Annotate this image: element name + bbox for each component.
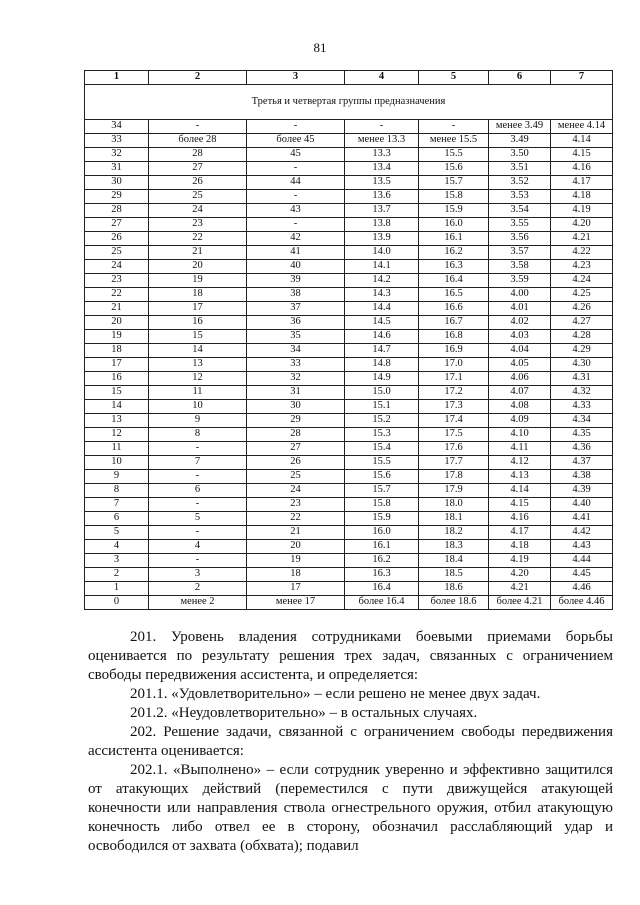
- table-row: [85, 232, 613, 246]
- table-cell: 16.3: [345, 568, 419, 582]
- table-cell: более 18.6: [419, 596, 489, 610]
- table-cell: 17: [149, 302, 247, 316]
- table-cell: -: [149, 120, 247, 134]
- table-row: [85, 260, 613, 274]
- table-cell: 4.21: [551, 232, 613, 246]
- table-cell: 4.46: [551, 582, 613, 596]
- table-cell: более 16.4: [345, 596, 419, 610]
- table-cell: 18: [247, 568, 345, 582]
- table-row: [85, 162, 613, 176]
- table-cell: 17.2: [419, 386, 489, 400]
- table-cell: 30: [85, 176, 149, 190]
- table-cell: 4.35: [551, 428, 613, 442]
- table-cell: 17.1: [419, 372, 489, 386]
- table-cell: менее 13.3: [345, 134, 419, 148]
- table-cell: 4.37: [551, 456, 613, 470]
- table-cell: 25: [85, 246, 149, 260]
- table-cell: 13.3: [345, 148, 419, 162]
- table-row: [85, 358, 613, 372]
- table-cell: 4.19: [551, 204, 613, 218]
- table-cell: 4: [85, 540, 149, 554]
- table-cell: 4.34: [551, 414, 613, 428]
- table-cell: 4.18: [551, 190, 613, 204]
- table-cell: 30: [247, 400, 345, 414]
- table-cell: 4.15: [489, 498, 551, 512]
- table-cell: 27: [85, 218, 149, 232]
- table-cell: 24: [149, 204, 247, 218]
- table-cell: 13.5: [345, 176, 419, 190]
- table-row: [85, 540, 613, 554]
- table-cell: 20: [247, 540, 345, 554]
- table-cell: 20: [149, 260, 247, 274]
- table-cell: 13: [149, 358, 247, 372]
- table-cell: 4.39: [551, 484, 613, 498]
- table-cell: 26: [149, 176, 247, 190]
- table-cell: 4.38: [551, 470, 613, 484]
- table-cell: 28: [247, 428, 345, 442]
- table-row: [85, 246, 613, 260]
- table-cell: 15.6: [419, 162, 489, 176]
- table-cell: 23: [149, 218, 247, 232]
- table-row: [85, 400, 613, 414]
- table-row: [85, 204, 613, 218]
- table-cell: 4.44: [551, 554, 613, 568]
- table-cell: 15.7: [419, 176, 489, 190]
- table-cell: 0: [85, 596, 149, 610]
- table-cell: 4.12: [489, 456, 551, 470]
- table-cell: 4.22: [551, 246, 613, 260]
- table-cell: 27: [149, 162, 247, 176]
- table-row: [85, 120, 613, 134]
- table-cell: 6: [149, 484, 247, 498]
- table-cell: -: [247, 218, 345, 232]
- table-cell: 18.6: [419, 582, 489, 596]
- table-cell: -: [149, 498, 247, 512]
- table-row: [85, 498, 613, 512]
- table-cell: 4.24: [551, 274, 613, 288]
- table-cell: 39: [247, 274, 345, 288]
- table-cell: 8: [149, 428, 247, 442]
- table-row: [85, 386, 613, 400]
- table-cell: 3.53: [489, 190, 551, 204]
- table-cell: менее 2: [149, 596, 247, 610]
- table-cell: более 4.21: [489, 596, 551, 610]
- table-cell: 4.21: [489, 582, 551, 596]
- table-cell: 14.2: [345, 274, 419, 288]
- table-row: [85, 218, 613, 232]
- table-cell: 3: [85, 554, 149, 568]
- table-row: [85, 190, 613, 204]
- table-section-row: [85, 85, 613, 120]
- column-header: 4: [345, 71, 419, 85]
- table-cell: 9: [149, 414, 247, 428]
- table-cell: 14.6: [345, 330, 419, 344]
- table-cell: 9: [85, 470, 149, 484]
- table-cell: 24: [247, 484, 345, 498]
- table-cell: 28: [149, 148, 247, 162]
- table-cell: 4.05: [489, 358, 551, 372]
- table-cell: 16.6: [419, 302, 489, 316]
- table-cell: менее 4.14: [551, 120, 613, 134]
- table-row: [85, 470, 613, 484]
- table-cell: 14.5: [345, 316, 419, 330]
- table-cell: 4.03: [489, 330, 551, 344]
- table-cell: 3.51: [489, 162, 551, 176]
- table-cell: менее 15.5: [419, 134, 489, 148]
- table-cell: 10: [85, 456, 149, 470]
- table-cell: 12: [85, 428, 149, 442]
- table-cell: 14.0: [345, 246, 419, 260]
- table-cell: 41: [247, 246, 345, 260]
- table-cell: 15: [149, 330, 247, 344]
- table-cell: 3.50: [489, 148, 551, 162]
- table-cell: 11: [85, 442, 149, 456]
- table-cell: 28: [85, 204, 149, 218]
- table-row: [85, 302, 613, 316]
- column-header: 7: [551, 71, 613, 85]
- table-cell: 31: [85, 162, 149, 176]
- table-cell: 4.28: [551, 330, 613, 344]
- table-header-row: [85, 71, 613, 85]
- table-cell: 14: [149, 344, 247, 358]
- table-cell: 3: [149, 568, 247, 582]
- table-cell: 4.19: [489, 554, 551, 568]
- table-cell: 16.4: [419, 274, 489, 288]
- table-cell: 4.43: [551, 540, 613, 554]
- table-cell: 13.6: [345, 190, 419, 204]
- table-cell: 26: [247, 456, 345, 470]
- table-cell: 14.1: [345, 260, 419, 274]
- table-cell: более 4.46: [551, 596, 613, 610]
- table-cell: менее 3.49: [489, 120, 551, 134]
- table-cell: 16.9: [419, 344, 489, 358]
- table-cell: 16.3: [419, 260, 489, 274]
- table-row: [85, 596, 613, 610]
- table-cell: 29: [85, 190, 149, 204]
- table-row: [85, 568, 613, 582]
- table-cell: 22: [85, 288, 149, 302]
- table-cell: 7: [149, 456, 247, 470]
- table-cell: 20: [85, 316, 149, 330]
- table-cell: 4.10: [489, 428, 551, 442]
- table-cell: 19: [247, 554, 345, 568]
- table-cell: 17.5: [419, 428, 489, 442]
- paragraph-201-2: 201.2. «Неудовлетворительно» – в остальных случаях.: [130, 705, 478, 721]
- table-cell: 17: [247, 582, 345, 596]
- table-cell: 17.9: [419, 484, 489, 498]
- table-cell: 22: [247, 512, 345, 526]
- table-cell: 4.29: [551, 344, 613, 358]
- table-row: [85, 512, 613, 526]
- table-cell: 13.7: [345, 204, 419, 218]
- table-cell: 7: [85, 498, 149, 512]
- table-cell: 29: [247, 414, 345, 428]
- table-row: [85, 316, 613, 330]
- table-cell: 15.2: [345, 414, 419, 428]
- table-cell: 17.7: [419, 456, 489, 470]
- column-header: 2: [149, 71, 247, 85]
- table-cell: 15.0: [345, 386, 419, 400]
- table-cell: 45: [247, 148, 345, 162]
- table-cell: 33: [85, 134, 149, 148]
- table-cell: 15.9: [419, 204, 489, 218]
- table-cell: 13.8: [345, 218, 419, 232]
- table-cell: 11: [149, 386, 247, 400]
- table-cell: 13.9: [345, 232, 419, 246]
- table-cell: 5: [149, 512, 247, 526]
- table-cell: -: [247, 162, 345, 176]
- table-cell: 4.17: [551, 176, 613, 190]
- column-header: 5: [419, 71, 489, 85]
- table-cell: -: [247, 190, 345, 204]
- table-cell: 3.54: [489, 204, 551, 218]
- score-table: [84, 70, 613, 610]
- table-row: [85, 344, 613, 358]
- table-cell: 17.0: [419, 358, 489, 372]
- table-cell: 15.8: [419, 190, 489, 204]
- table-cell: 24: [85, 260, 149, 274]
- table-cell: 34: [85, 120, 149, 134]
- table-cell: 18.1: [419, 512, 489, 526]
- table-cell: 19: [149, 274, 247, 288]
- paragraph-202: 202. Решение задачи, связанной с ограничением свободы передвижения ассистента оценивается:: [88, 724, 613, 759]
- table-cell: 4.09: [489, 414, 551, 428]
- body-text: [88, 628, 613, 856]
- table-row: [85, 428, 613, 442]
- table-cell: 17.3: [419, 400, 489, 414]
- table-cell: 42: [247, 232, 345, 246]
- table-cell: 15.5: [419, 148, 489, 162]
- table-cell: 15.4: [345, 442, 419, 456]
- table-cell: 22: [149, 232, 247, 246]
- table-cell: 4.31: [551, 372, 613, 386]
- table-cell: 4.08: [489, 400, 551, 414]
- table-cell: 16: [149, 316, 247, 330]
- table-cell: 4.42: [551, 526, 613, 540]
- table-cell: 17.6: [419, 442, 489, 456]
- table-cell: 3.57: [489, 246, 551, 260]
- table-row: [85, 148, 613, 162]
- table-cell: 8: [85, 484, 149, 498]
- table-cell: 1: [85, 582, 149, 596]
- table-row: [85, 526, 613, 540]
- table-row: [85, 456, 613, 470]
- table-cell: 23: [85, 274, 149, 288]
- table-row: [85, 134, 613, 148]
- table-cell: 5: [85, 526, 149, 540]
- table-cell: 32: [85, 148, 149, 162]
- table-cell: 18.2: [419, 526, 489, 540]
- table-cell: 18.3: [419, 540, 489, 554]
- paragraph-201-1: 201.1. «Удовлетворительно» – если решено не менее двух задач.: [130, 686, 541, 702]
- table-cell: 14.9: [345, 372, 419, 386]
- table-cell: 4.30: [551, 358, 613, 372]
- table-cell: более 45: [247, 134, 345, 148]
- table-cell: 4.16: [551, 162, 613, 176]
- table-cell: 40: [247, 260, 345, 274]
- table-cell: 14.4: [345, 302, 419, 316]
- table-row: [85, 372, 613, 386]
- table-cell: 15.5: [345, 456, 419, 470]
- table-cell: 4.16: [489, 512, 551, 526]
- table-cell: 44: [247, 176, 345, 190]
- table-cell: 31: [247, 386, 345, 400]
- table-cell: 4.25: [551, 288, 613, 302]
- table-cell: 32: [247, 372, 345, 386]
- table-cell: 10: [149, 400, 247, 414]
- column-header: 1: [85, 71, 149, 85]
- table-cell: 15.8: [345, 498, 419, 512]
- table-cell: 14.3: [345, 288, 419, 302]
- table-cell: 15.6: [345, 470, 419, 484]
- table-cell: 4.18: [489, 540, 551, 554]
- table-row: [85, 330, 613, 344]
- table-cell: 21: [149, 246, 247, 260]
- section-title: Третья и четвертая группы предназначения: [85, 85, 613, 120]
- table-row: [85, 484, 613, 498]
- table-cell: 4.36: [551, 442, 613, 456]
- table-cell: 3.59: [489, 274, 551, 288]
- table-cell: 6: [85, 512, 149, 526]
- table-cell: 17: [85, 358, 149, 372]
- table-cell: 16.0: [419, 218, 489, 232]
- table-cell: 18: [85, 344, 149, 358]
- column-header: 6: [489, 71, 551, 85]
- table-cell: 18: [149, 288, 247, 302]
- table-cell: 38: [247, 288, 345, 302]
- table-cell: 14: [85, 400, 149, 414]
- table-cell: 16.1: [419, 232, 489, 246]
- table-cell: 26: [85, 232, 149, 246]
- table-cell: 16.8: [419, 330, 489, 344]
- table-row: [85, 442, 613, 456]
- paragraph-201: 201. Уровень владения сотрудниками боевыми приемами борьбы оценивается по результату решения трех задач, связанных с ограничением свободы передвижения ассистента, и определяется:: [88, 629, 613, 683]
- table-cell: 16.4: [345, 582, 419, 596]
- table-cell: 4.41: [551, 512, 613, 526]
- table-cell: 18.0: [419, 498, 489, 512]
- table-cell: 16.2: [419, 246, 489, 260]
- table-cell: 15.3: [345, 428, 419, 442]
- table-cell: 17.8: [419, 470, 489, 484]
- table-cell: 4.14: [489, 484, 551, 498]
- table-cell: 4.04: [489, 344, 551, 358]
- table-cell: 2: [85, 568, 149, 582]
- table-cell: 4.40: [551, 498, 613, 512]
- table-cell: 27: [247, 442, 345, 456]
- table-cell: 4: [149, 540, 247, 554]
- table-cell: 16.5: [419, 288, 489, 302]
- table-cell: 18.5: [419, 568, 489, 582]
- table-cell: 4.15: [551, 148, 613, 162]
- table-cell: 4.00: [489, 288, 551, 302]
- table-cell: менее 17: [247, 596, 345, 610]
- column-header: 3: [247, 71, 345, 85]
- table-cell: 4.26: [551, 302, 613, 316]
- table-cell: 4.20: [489, 568, 551, 582]
- table-cell: 4.13: [489, 470, 551, 484]
- table-cell: 17.4: [419, 414, 489, 428]
- table-cell: 4.27: [551, 316, 613, 330]
- table-cell: 34: [247, 344, 345, 358]
- table-cell: 4.14: [551, 134, 613, 148]
- table-cell: 4.17: [489, 526, 551, 540]
- table-cell: 2: [149, 582, 247, 596]
- table-row: [85, 582, 613, 596]
- table-cell: 25: [247, 470, 345, 484]
- table-cell: 15.1: [345, 400, 419, 414]
- table-cell: 4.32: [551, 386, 613, 400]
- table-cell: 15.7: [345, 484, 419, 498]
- table-cell: 4.02: [489, 316, 551, 330]
- table-cell: -: [419, 120, 489, 134]
- table-cell: 14.7: [345, 344, 419, 358]
- table-cell: 3.56: [489, 232, 551, 246]
- table-cell: 3.49: [489, 134, 551, 148]
- table-cell: 16.0: [345, 526, 419, 540]
- table-cell: 43: [247, 204, 345, 218]
- table-row: [85, 414, 613, 428]
- table-cell: более 28: [149, 134, 247, 148]
- table-cell: 4.11: [489, 442, 551, 456]
- table-cell: 16.1: [345, 540, 419, 554]
- page-number: 81: [313, 40, 327, 55]
- table-cell: 3.52: [489, 176, 551, 190]
- table-cell: 16.7: [419, 316, 489, 330]
- table-row: [85, 554, 613, 568]
- table-cell: 4.07: [489, 386, 551, 400]
- table-cell: 18.4: [419, 554, 489, 568]
- table-cell: 13.4: [345, 162, 419, 176]
- table-cell: 3.55: [489, 218, 551, 232]
- table-cell: 25: [149, 190, 247, 204]
- table-cell: -: [149, 554, 247, 568]
- table-cell: 4.20: [551, 218, 613, 232]
- table-row: [85, 274, 613, 288]
- table-cell: 14.8: [345, 358, 419, 372]
- table-cell: 19: [85, 330, 149, 344]
- table-cell: -: [149, 526, 247, 540]
- table-cell: 4.01: [489, 302, 551, 316]
- table-cell: 16: [85, 372, 149, 386]
- table-cell: 13: [85, 414, 149, 428]
- table-cell: 4.06: [489, 372, 551, 386]
- table-cell: 21: [247, 526, 345, 540]
- table-cell: 15.9: [345, 512, 419, 526]
- paragraph-202-1: 202.1. «Выполнено» – если сотрудник уверенно и эффективно защитился от атакующих действий (переместился с пути движущейся атакующей конечности или направления ствола огнестрельного оружия, отбил атакующую конечность либо отвел ее в сторону, обозначил расслабляющий удар и освободился от захвата (обхвата); подавил: [88, 762, 613, 854]
- table-cell: 4.45: [551, 568, 613, 582]
- table-cell: -: [247, 120, 345, 134]
- table-row: [85, 176, 613, 190]
- table-cell: -: [149, 442, 247, 456]
- table-cell: 3.58: [489, 260, 551, 274]
- table-cell: 35: [247, 330, 345, 344]
- table-cell: 4.33: [551, 400, 613, 414]
- table-cell: 4.23: [551, 260, 613, 274]
- table-cell: 12: [149, 372, 247, 386]
- table-cell: 37: [247, 302, 345, 316]
- table-cell: -: [345, 120, 419, 134]
- table-row: [85, 288, 613, 302]
- table-cell: 23: [247, 498, 345, 512]
- table-cell: -: [149, 470, 247, 484]
- table-cell: 16.2: [345, 554, 419, 568]
- table-cell: 36: [247, 316, 345, 330]
- table-cell: 21: [85, 302, 149, 316]
- table-cell: 15: [85, 386, 149, 400]
- table-cell: 33: [247, 358, 345, 372]
